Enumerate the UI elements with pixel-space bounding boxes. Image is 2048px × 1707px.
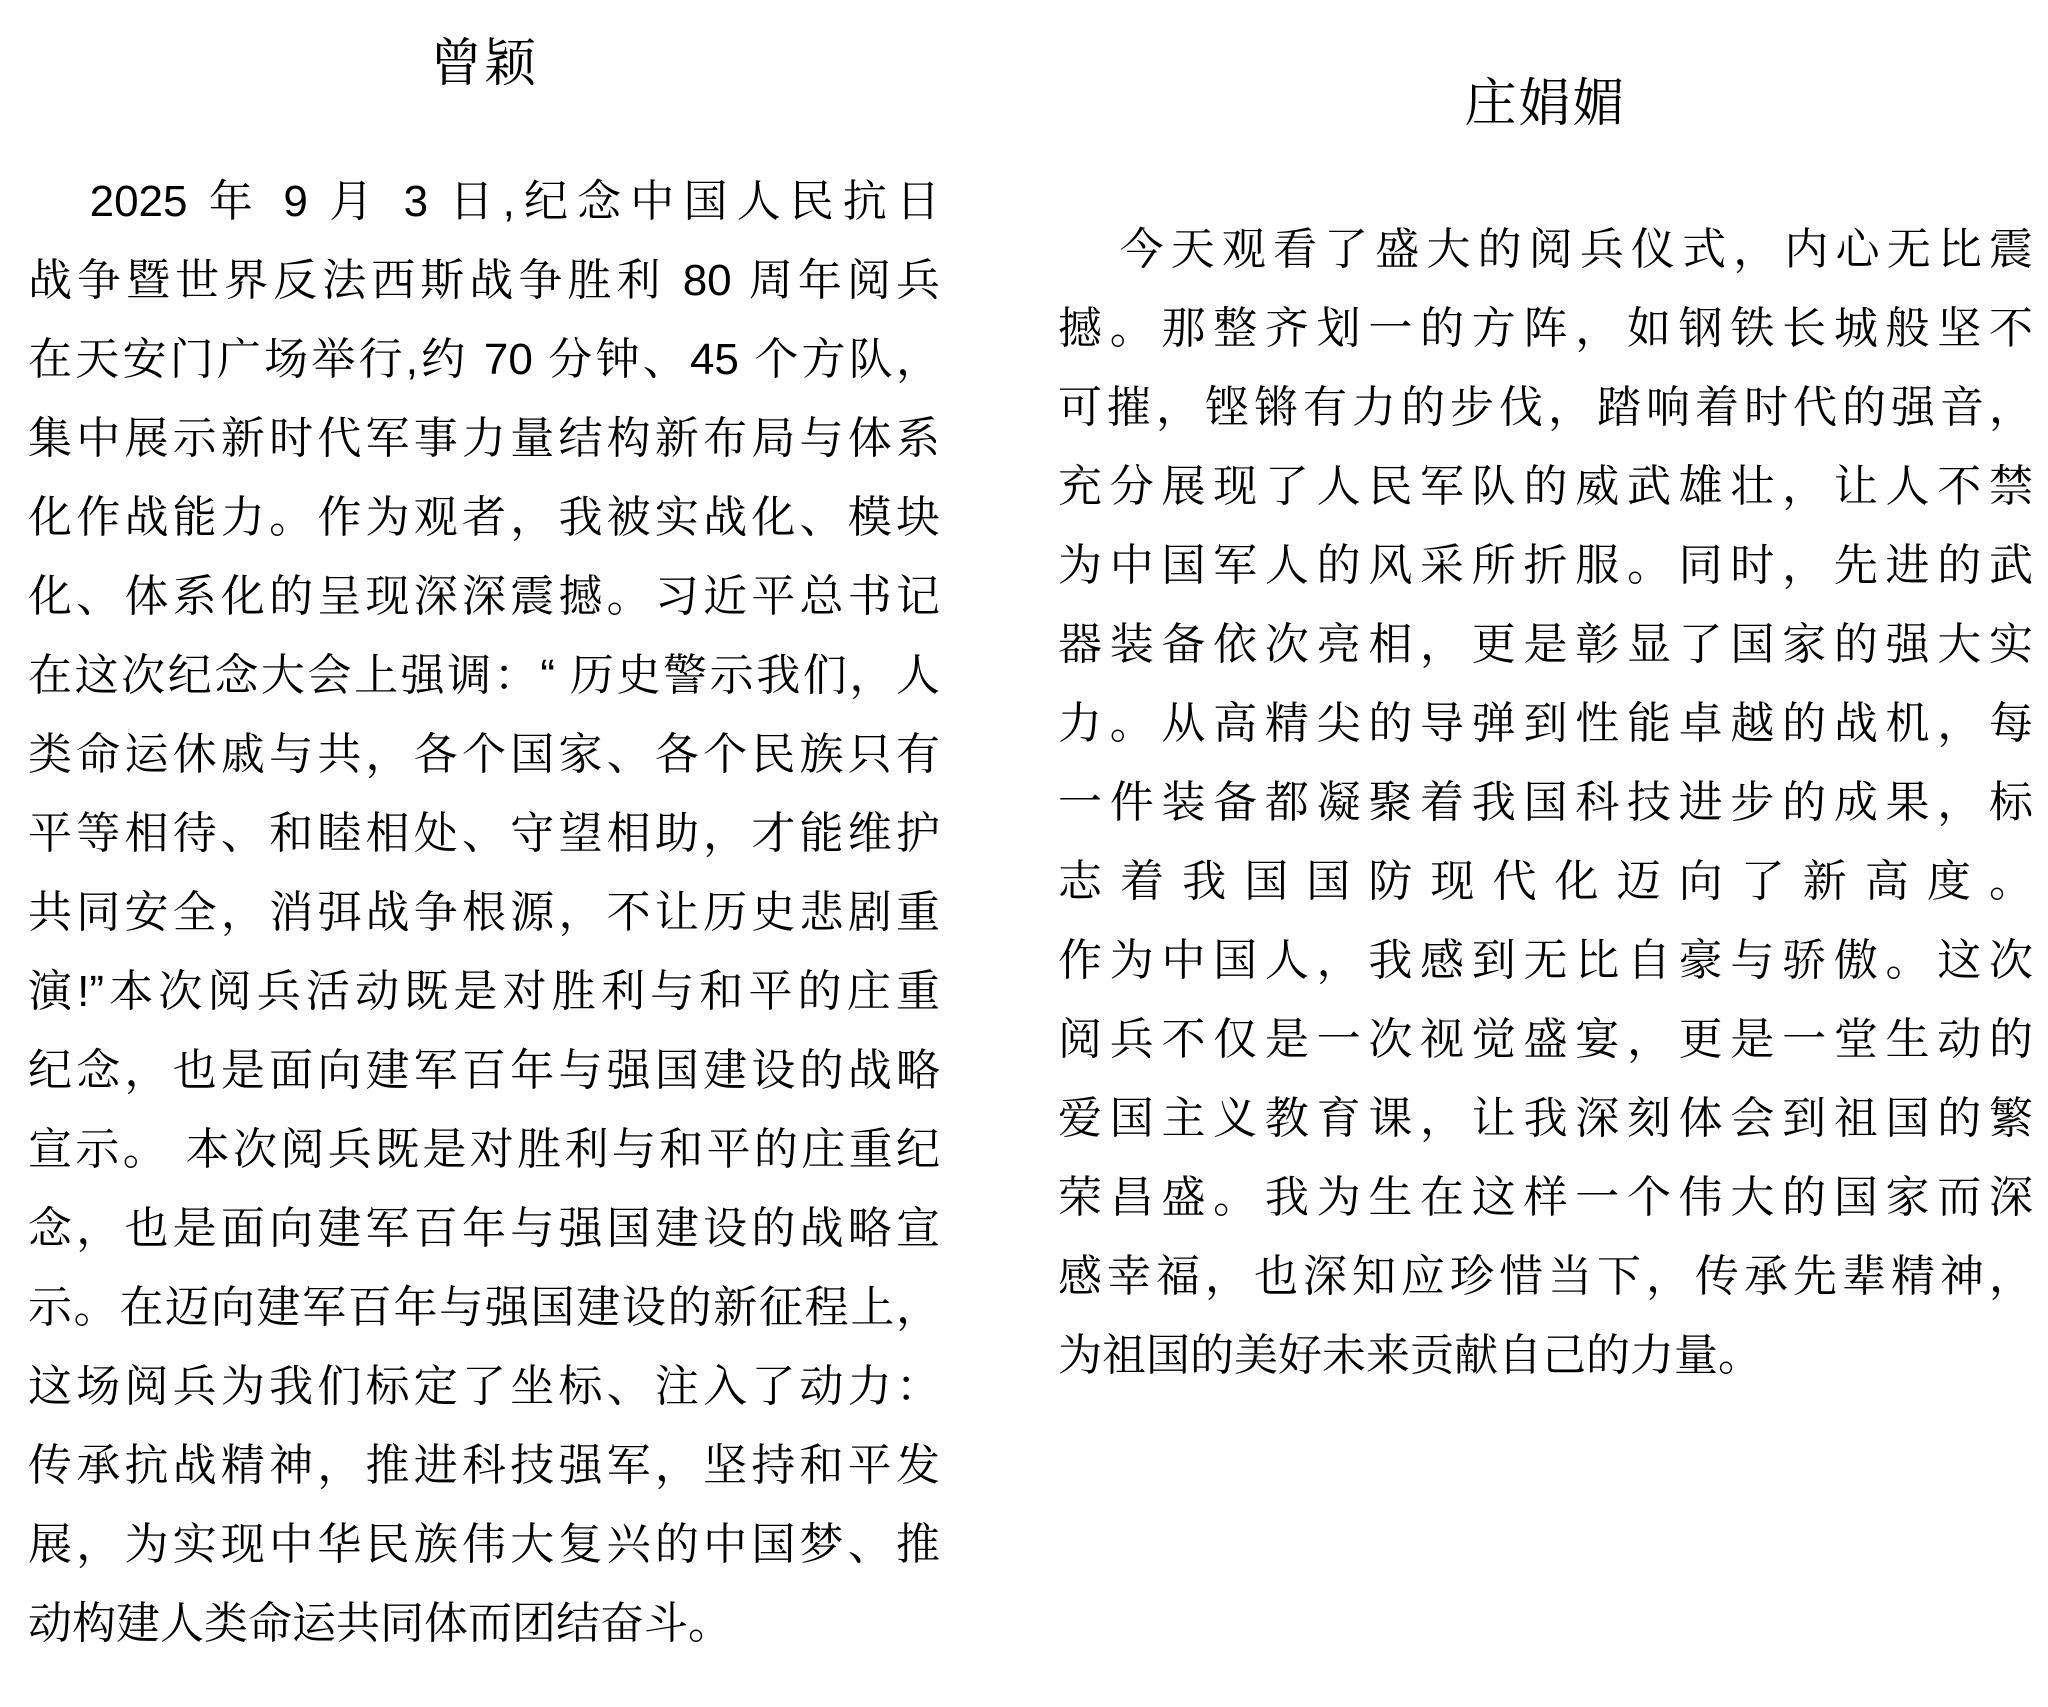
right-essay-body — [1058, 210, 2033, 1395]
essay-line: 化、体系化的呈现深深震撼。习近平总书记 — [28, 572, 940, 621]
essay-line: 感幸福，也深知应珍惜当下，传承先辈精神， — [1058, 1252, 2033, 1301]
essay-line: 共同安全，消弭战争根源，不让历史悲剧重 — [28, 888, 940, 937]
essay-line: 作为中国人，我感到无比自豪与骄傲。这次 — [1058, 936, 2033, 985]
essay-line: 类命运休戚与共，各个国家、各个民族只有 — [28, 730, 940, 779]
essay-line: 可摧，铿锵有力的步伐，踏响着时代的强音， — [1058, 383, 2033, 432]
essay-line: 为中国军人的风采所折服。同时，先进的武 — [1058, 541, 2033, 590]
left-essay-body — [28, 162, 940, 1663]
essay-line: 志着我国国防现代化迈向了新高度。 — [1058, 857, 2033, 906]
essay-line: 今天观看了盛大的阅兵仪式，内心无比震 — [1119, 225, 2033, 274]
essay-line: 器装备依次亮相，更是彰显了国家的强大实 — [1058, 620, 2033, 669]
essay-line: 战争暨世界反法西斯战争胜利 80 周年阅兵 — [28, 256, 940, 305]
essay-line: 2025 年 9 月 3 日,纪念中国人民抗日 — [89, 177, 940, 226]
essay-line: 为祖国的美好未来贡献自己的力量。 — [1058, 1331, 1762, 1380]
essay-line: 传承抗战精神，推进科技强军，坚持和平发 — [28, 1441, 940, 1490]
essay-line: 化作战能力。作为观者，我被实战化、模块 — [28, 493, 940, 542]
left-essay-author-title: 曾颖 — [429, 35, 538, 93]
essay-line: 宣示。 本次阅兵既是对胜利与和平的庄重纪 — [28, 1125, 940, 1174]
essay-line: 动构建人类命运共同体而团结奋斗。 — [28, 1599, 732, 1648]
essay-line: 力。从高精尖的导弹到性能卓越的战机，每 — [1058, 699, 2033, 748]
essay-line: 演!”本次阅兵活动既是对胜利与和平的庄重 — [28, 967, 940, 1016]
essay-line: 荣昌盛。我为生在这样一个伟大的国家而深 — [1058, 1173, 2033, 1222]
essay-line: 一件装备都凝聚着我国科技进步的成果，标 — [1058, 778, 2033, 827]
essay-line: 平等相待、和睦相处、守望相助，才能维护 — [28, 809, 940, 858]
essay-line: 在这次纪念大会上强调：“ 历史警示我们，人 — [28, 651, 940, 700]
essay-line: 在天安门广场举行,约 70 分钟、45 个方队， — [28, 335, 940, 384]
essay-line: 集中展示新时代军事力量结构新布局与体系 — [28, 414, 940, 463]
right-essay-author-title: 庄娟媚 — [1464, 75, 1627, 133]
essay-line: 展，为实现中华民族伟大复兴的中国梦、推 — [28, 1520, 940, 1569]
essay-line: 撼。那整齐划一的方阵，如钢铁长城般坚不 — [1058, 304, 2033, 353]
essay-line: 这场阅兵为我们标定了坐标、注入了动力： — [28, 1362, 940, 1411]
essay-line: 阅兵不仅是一次视觉盛宴，更是一堂生动的 — [1058, 1015, 2033, 1064]
essay-line: 爱国主义教育课，让我深刻体会到祖国的繁 — [1058, 1094, 2033, 1143]
essay-line: 纪念，也是面向建军百年与强国建设的战略 — [28, 1046, 940, 1095]
essay-line: 充分展现了人民军队的威武雄壮，让人不禁 — [1058, 462, 2033, 511]
essay-line: 念，也是面向建军百年与强国建设的战略宣 — [28, 1204, 940, 1253]
essay-line: 示。在迈向建军百年与强国建设的新征程上， — [28, 1283, 940, 1332]
